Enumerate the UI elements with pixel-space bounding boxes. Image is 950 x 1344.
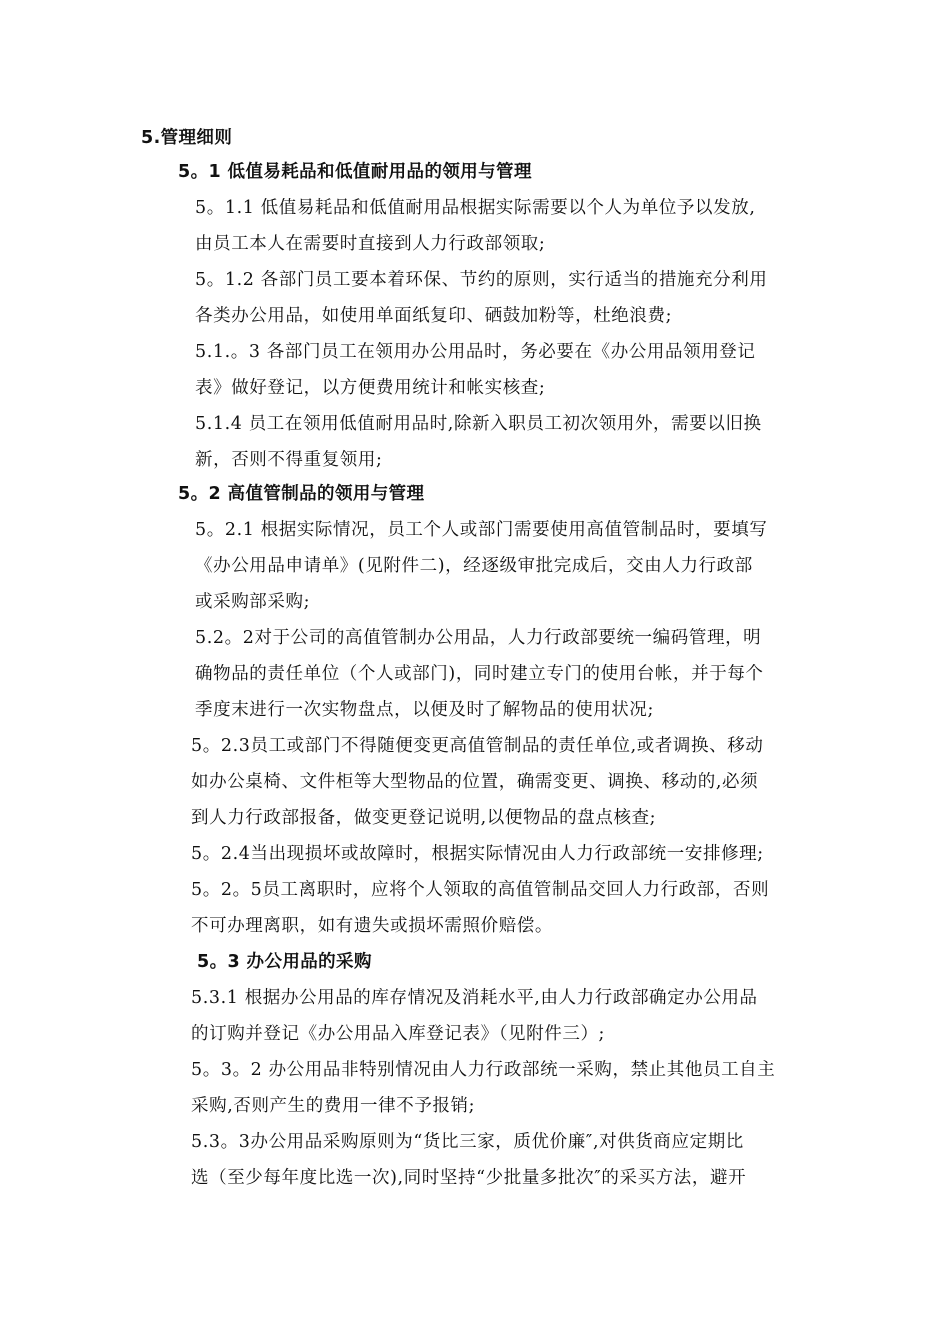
paragraph-line: 5。2.4当出现损坏或故障时，根据实际情况由人力行政部统一安排修理; (191, 844, 764, 864)
subsection-title: 5。1 低值易耗品和低值耐用品的领用与管理 (178, 162, 532, 182)
paragraph-line: 由员工本人在需要时直接到人力行政部领取; (195, 234, 546, 254)
paragraph-line: 的订购并登记《办公用品入库登记表》（见附件三）; (191, 1024, 606, 1044)
section-heading: 5.管理细则 (141, 128, 233, 148)
paragraph-line: 5.1.。3 各部门员工在领用办公用品时，务必要在《办公用品领用登记 (195, 342, 756, 362)
paragraph-line: 5。2.1 根据实际情况，员工个人或部门需要使用高值管制品时，要填写 (195, 520, 768, 540)
paragraph-line: 确物品的责任单位（个人或部门)，同时建立专门的使用台帐，并于每个 (195, 664, 764, 684)
paragraph-line: 5.2。2对于公司的高值管制办公用品，人力行政部要统一编码管理，明 (195, 628, 762, 648)
paragraph-line: 5.1.4 员工在领用低值耐用品时,除新入职员工初次领用外，需要以旧换 (195, 414, 762, 434)
paragraph-line: 表》做好登记，以方便费用统计和帐实核查; (195, 378, 546, 398)
paragraph-line: 不可办理离职，如有遗失或损坏需照价赔偿。 (191, 916, 553, 936)
paragraph-line: 5.3.1 根据办公用品的库存情况及消耗水平,由人力行政部确定办公用品 (191, 988, 758, 1008)
paragraph-line: 如办公桌椅、文件柜等大型物品的位置，确需变更、调换、移动的,必须 (191, 772, 759, 792)
paragraph-line: 采购,否则产生的费用一律不予报销; (191, 1096, 476, 1116)
subsection-title: 5。2 高值管制品的领用与管理 (178, 484, 425, 504)
paragraph-line: 5。2。5员工离职时，应将个人领取的高值管制品交回人力行政部，否则 (191, 880, 770, 900)
subsection-title: 5。3 办公用品的采购 (197, 952, 372, 972)
paragraph-line: 5。3。2 办公用品非特别情况由人力行政部统一采购，禁止其他员工自主 (191, 1060, 776, 1080)
paragraph-line: 各类办公用品，如使用单面纸复印、硒鼓加粉等，杜绝浪费; (195, 306, 673, 326)
paragraph-line: 5。2.3员工或部门不得随便变更高值管制品的责任单位,或者调换、移动 (191, 736, 764, 756)
paragraph-line: 5。1.1 低值易耗品和低值耐用品根据实际需要以个人为单位予以发放, (195, 198, 756, 218)
paragraph-line: 5.3。3办公用品采购原则为“货比三家，质优价廉″,对供货商应定期比 (191, 1132, 744, 1152)
paragraph-line: 选（至少每年度比选一次),同时坚持“少批量多批次″的采买方法，避开 (191, 1168, 747, 1188)
paragraph-line: 新，否则不得重复领用; (195, 450, 383, 470)
paragraph-line: 5。1.2 各部门员工要本着环保、节约的原则，实行适当的措施充分利用 (195, 270, 768, 290)
paragraph-line: 《办公用品申请单》(见附件二)，经逐级审批完成后，交由人力行政部 (195, 556, 753, 576)
paragraph-line: 或采购部采购; (195, 592, 311, 612)
paragraph-line: 季度末进行一次实物盘点，以便及时了解物品的使用状况; (195, 700, 654, 720)
paragraph-line: 到人力行政部报备，做变更登记说明,以便物品的盘点核查; (191, 808, 657, 828)
